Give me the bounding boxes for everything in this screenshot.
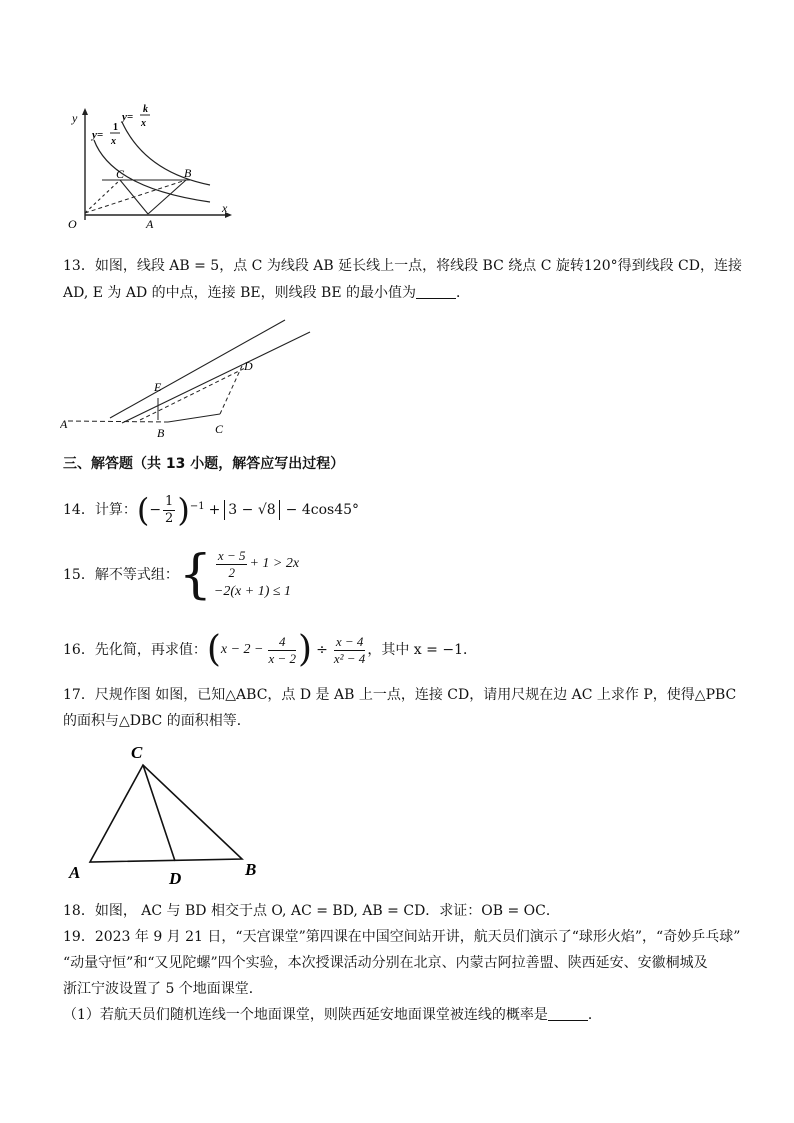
label-curve1-y: y= xyxy=(92,129,104,141)
curve-k-over-x xyxy=(122,122,210,185)
curve-1-over-x xyxy=(94,140,210,202)
q15-ineq1-num: x − 5 xyxy=(217,547,246,563)
q16-den1: x − 2 xyxy=(268,650,297,666)
segment-cd xyxy=(220,366,242,414)
q16-part1: x − 2 − xyxy=(220,642,264,657)
segment-ob xyxy=(85,180,186,213)
q15-ineq1-tail: + 1 > 2x xyxy=(249,556,300,571)
q16-tail: ，其中 x = −1． xyxy=(367,642,477,658)
q19-sub1-text: （1）若航天员们随机连线一个地面课堂，则陕西延安地面课堂被连线的概率是 xyxy=(63,1007,548,1023)
q17-line2: 的面积与△DBC 的面积相等． xyxy=(63,713,251,729)
q16-den2: x² − 4 xyxy=(333,650,366,666)
q14-denominator: 2 xyxy=(165,510,174,526)
q16-fraction2 xyxy=(334,634,366,667)
label-x: x xyxy=(222,201,228,215)
section-3-heading: 三、解答题（共 13 小题，解答应写出过程） xyxy=(63,456,345,472)
label-y: y xyxy=(72,111,78,125)
q14-minus: − xyxy=(149,502,162,518)
figure-2-rotation-diagram xyxy=(60,318,320,443)
q15-brace: { xyxy=(178,545,212,605)
q17-line1: 17．尺规作图 如图，已知△ABC，点 D 是 AB 上一点，连接 CD，请用尺规在边 AC 上求作 P，使得△PBC xyxy=(63,687,737,703)
q16-left-paren: ( xyxy=(206,629,221,670)
label-curve2-y: y= xyxy=(122,111,134,123)
q15-ineq1-den: 2 xyxy=(228,564,235,580)
q14 xyxy=(63,492,359,528)
q15 xyxy=(63,545,299,605)
label-c: C xyxy=(215,422,224,436)
q19-sub1 xyxy=(63,1002,602,1028)
q15-ineq1 xyxy=(214,547,299,581)
label-c: C xyxy=(131,743,143,762)
q14-fraction xyxy=(163,494,175,527)
q19-sub1-end: ． xyxy=(587,1007,602,1023)
q15-prefix: 15．解不等式组： xyxy=(63,567,179,583)
q15-ineq2: −2(x + 1) ≤ 1 xyxy=(213,584,292,599)
q16-div: ÷ xyxy=(316,642,328,658)
q18: 18．如图， AC 与 BD 相交于点 O, AC = BD, AB = CD．求证：OB = OC． xyxy=(63,903,560,919)
q13-line2 xyxy=(63,280,470,306)
label-b: B xyxy=(157,426,165,440)
q19-line3: 浙江宁波设置了 5 个地面课堂． xyxy=(63,981,263,997)
segment-ab xyxy=(68,421,168,422)
q14-numerator: 1 xyxy=(165,493,174,509)
label-a: A xyxy=(60,417,68,431)
q16-num1: 4 xyxy=(268,634,296,651)
figure-1-function-graph xyxy=(60,100,240,235)
line-bd xyxy=(122,332,310,423)
q16-prefix: 16．先化简，再求值： xyxy=(63,642,207,658)
q13-line2-text: AD, E 为 AD 的中点，连接 BE，则线段 BE 的最小值为 xyxy=(63,285,417,301)
q14-tail: − 4cos45° xyxy=(285,502,360,518)
q19-line2: “动量守恒”和“又见陀螺”四个实验，本次授课活动分别在北京、内蒙古阿拉善盟、陕西延安、安徽桐城及 xyxy=(63,955,708,971)
line-top-long xyxy=(110,320,285,418)
q15-ineq1-fraction xyxy=(216,548,248,581)
segment-bc xyxy=(168,414,220,422)
y-axis-arrow xyxy=(82,108,88,115)
q14-left-paren: ( xyxy=(136,491,150,529)
label-a: A xyxy=(146,217,154,231)
q15-system xyxy=(214,547,299,603)
q14-right-paren: ) xyxy=(177,491,190,529)
label-curve2-num: k xyxy=(143,104,148,115)
label-curve1-num: 1 xyxy=(113,122,118,133)
segment-oc xyxy=(85,180,120,213)
label-o: O xyxy=(68,217,77,231)
q19-line1: 19．2023 年 9 月 21 日，“天宫课堂”第四课在中国空间站开讲，航天员们演示了“球形火焰”，“奇妙乒乓球” xyxy=(63,929,741,945)
label-d: D xyxy=(244,359,253,373)
q16-right-paren: ) xyxy=(298,629,313,670)
q14-abs: 3 − √8 xyxy=(224,500,279,520)
q14-exponent: −1 xyxy=(189,501,205,512)
q14-plus: + xyxy=(208,502,221,518)
q16-num2: x − 4 xyxy=(335,633,364,649)
q16 xyxy=(63,630,477,670)
label-b: B xyxy=(245,860,257,879)
label-c: C xyxy=(116,167,125,181)
q19-sub1-answer-blank[interactable] xyxy=(548,1006,588,1021)
label-e: E xyxy=(154,380,162,394)
q13-line2-end: ． xyxy=(456,285,471,301)
triangle-abc xyxy=(90,765,242,862)
q13-answer-blank[interactable] xyxy=(416,284,456,299)
figure-3-triangle xyxy=(65,738,275,888)
label-d: D xyxy=(169,869,182,888)
q13-line1: 13．如图，线段 AB = 5，点 C 为线段 AB 延长线上一点，将线段 BC 绕点 C 旋转120°得到线段 CD，连接 xyxy=(63,258,742,274)
label-b: B xyxy=(184,166,192,180)
label-curve2-den: x xyxy=(141,118,146,129)
label-a: A xyxy=(69,863,81,882)
label-curve1-den: x xyxy=(111,136,116,147)
q14-prefix: 14．计算： xyxy=(63,502,137,518)
q16-fraction1 xyxy=(268,634,296,667)
